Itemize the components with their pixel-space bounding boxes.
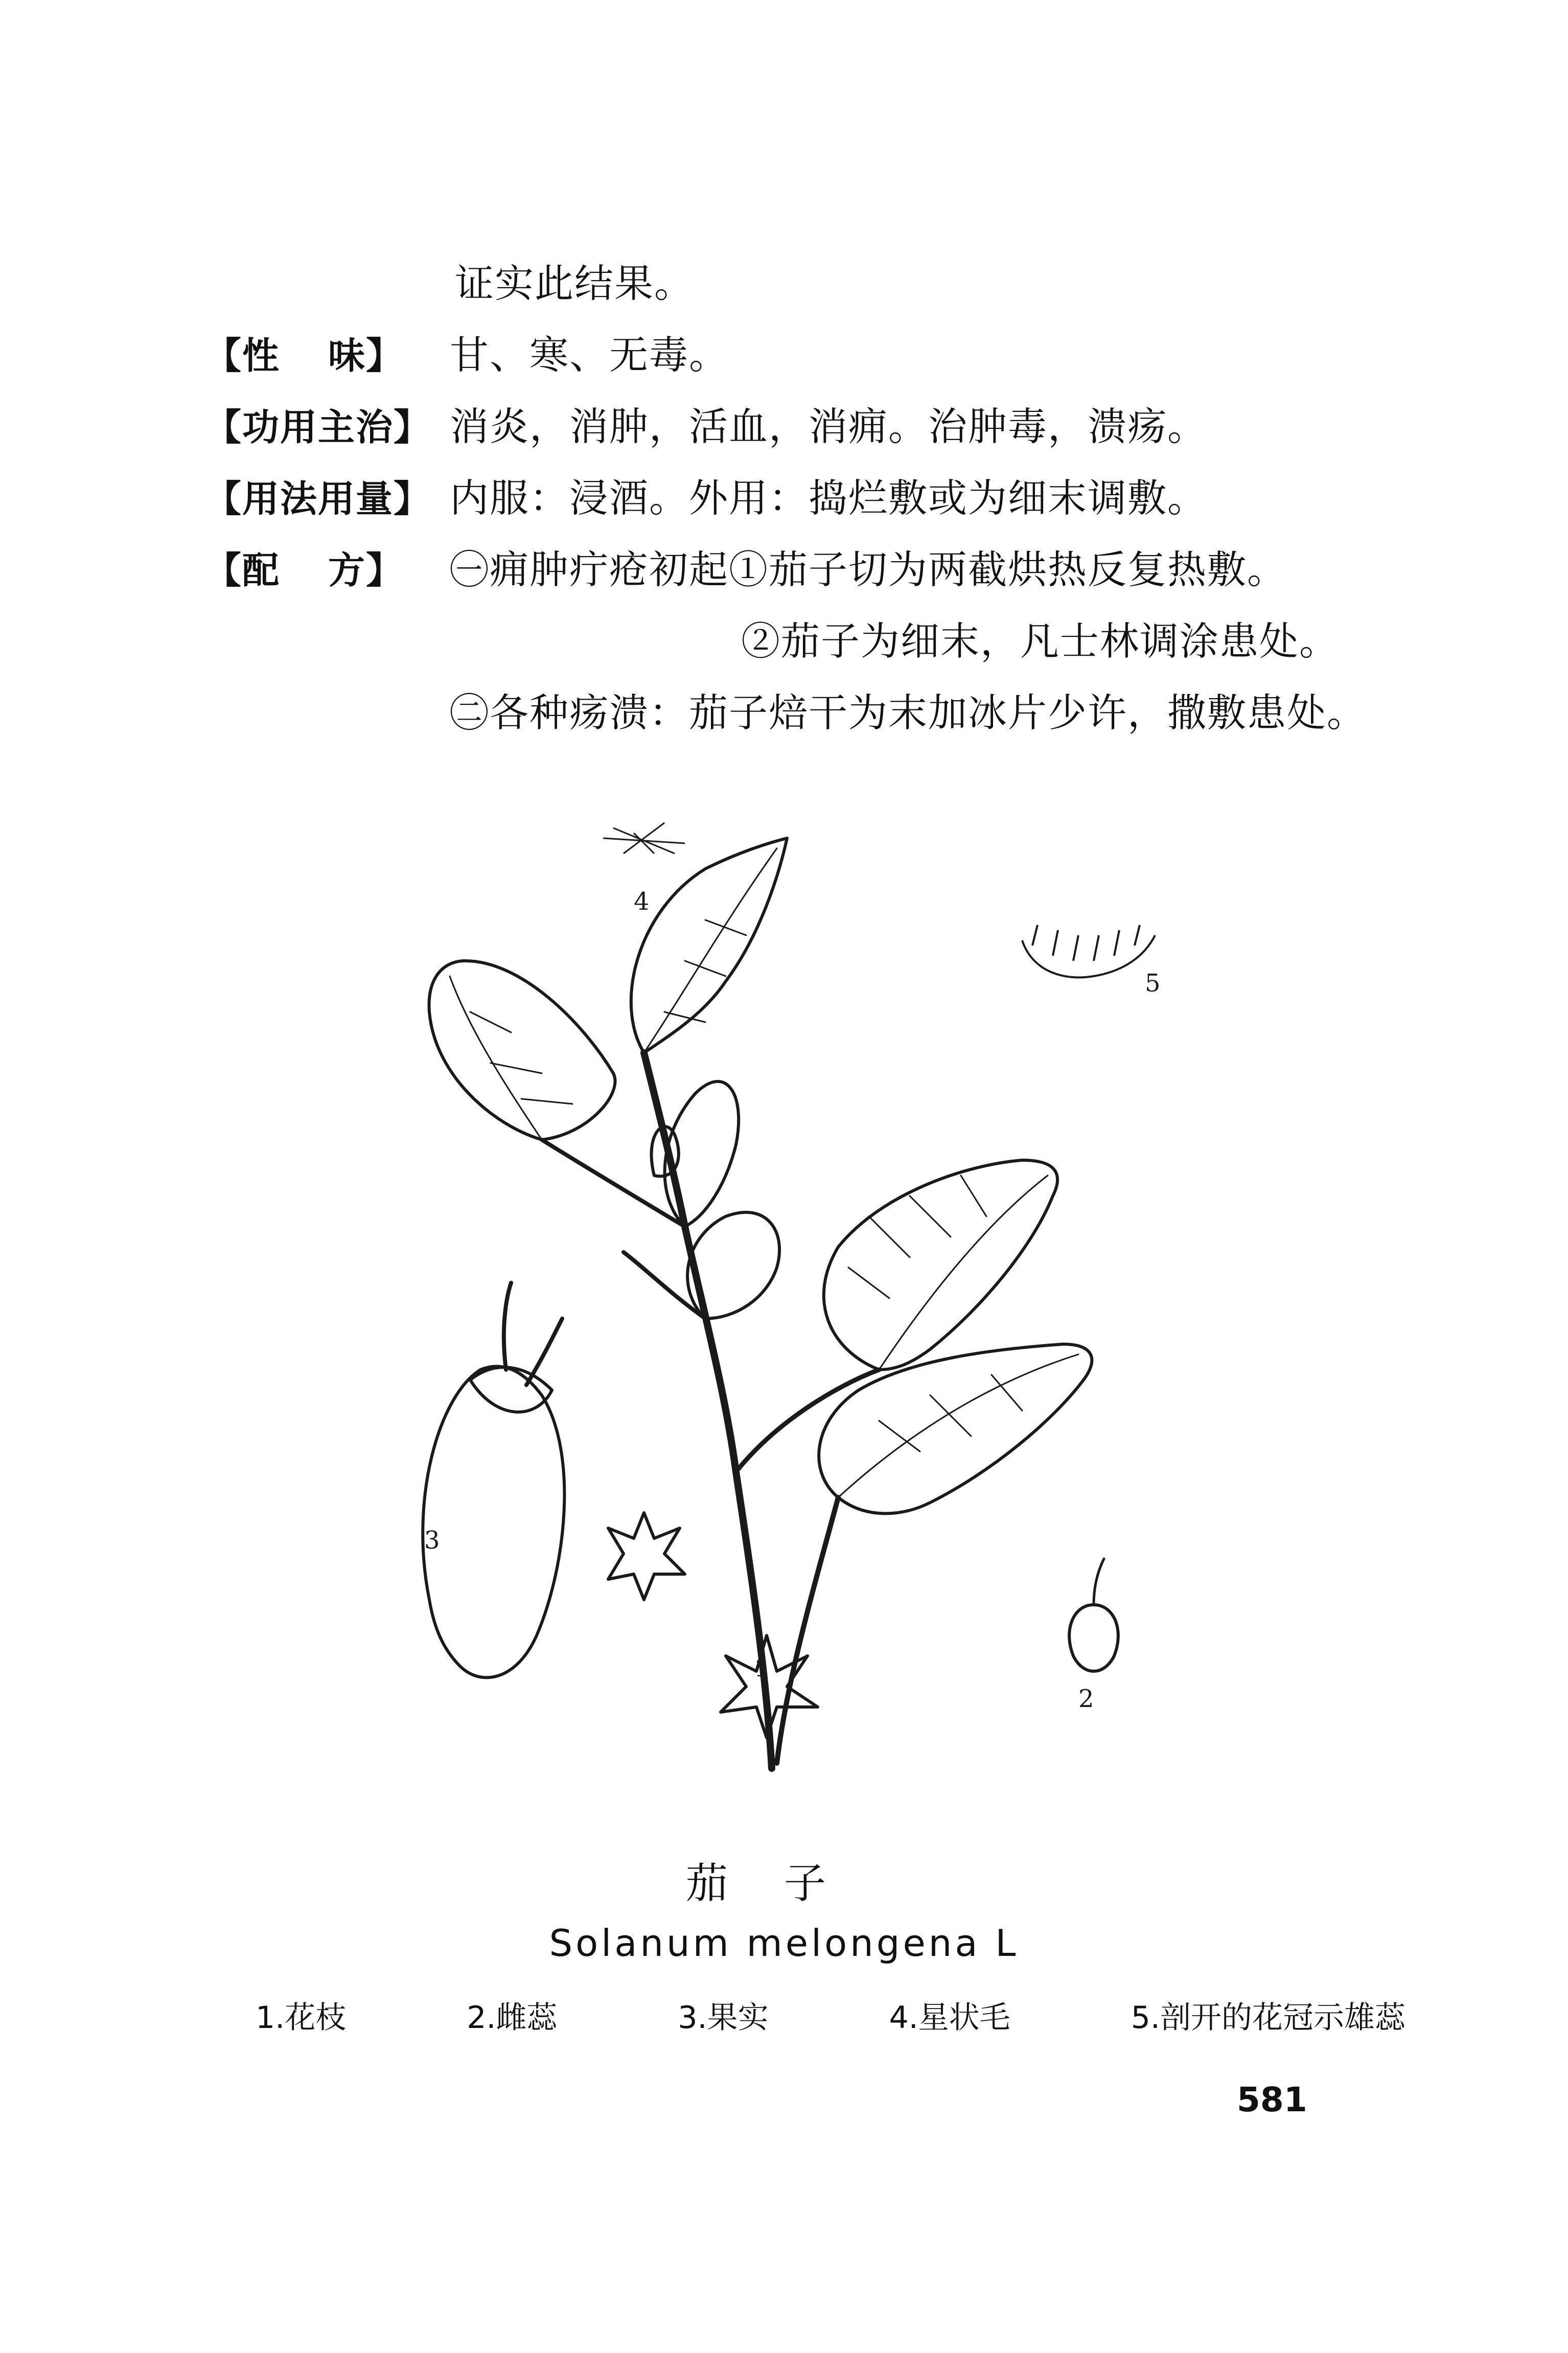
entry-label: 【性 味】 bbox=[204, 334, 404, 377]
legend-item: 1.花枝 bbox=[256, 2000, 347, 2036]
legend-item: 5.剖开的花冠示雄蕊 bbox=[1131, 2000, 1405, 2036]
recipe-continuation-2: ㊁各种疡溃：茄子焙干为末加冰片少许，撒敷患处。 bbox=[450, 690, 1367, 735]
legend-item: 4.星状毛 bbox=[889, 2000, 1010, 2036]
legend-item: 2.雌蕊 bbox=[467, 2000, 558, 2036]
recipe-continuation-1: ②茄子为细末，凡士林调涂患处。 bbox=[741, 618, 1339, 664]
entry-dosage bbox=[204, 473, 1207, 524]
entry-label: 【功用主治】 bbox=[204, 406, 432, 449]
figure-caption-latin: Solanum melongena L bbox=[549, 1922, 1019, 1965]
figure-legend bbox=[256, 1993, 1405, 2037]
entry-text: 内服：浸酒。外用：捣烂敷或为细末调敷。 bbox=[450, 475, 1207, 521]
entry-label: 【配 方】 bbox=[204, 549, 404, 592]
legend-item: 3.果实 bbox=[678, 2000, 769, 2036]
page-number: 581 bbox=[1237, 2080, 1307, 2119]
entry-recipe bbox=[204, 544, 1287, 596]
part-label-3: 3 bbox=[424, 1526, 440, 1555]
eggplant-illustration bbox=[419, 808, 1186, 1804]
part-label-1: 1 bbox=[754, 1654, 770, 1682]
continuation-line: 证实此结果。 bbox=[455, 261, 694, 306]
entry-text: 消炎，消肿，活血，消痈。治肿毒，溃疡。 bbox=[450, 404, 1207, 449]
entry-function bbox=[204, 401, 1207, 453]
entry-text: ㊀痈肿疔疮初起①茄子切为两截烘热反复热敷。 bbox=[450, 547, 1287, 592]
entry-label: 【用法用量】 bbox=[204, 477, 432, 520]
part-label-5: 5 bbox=[1145, 969, 1161, 998]
part-label-2: 2 bbox=[1078, 1685, 1094, 1713]
entry-text: 甘、寒、无毒。 bbox=[450, 332, 729, 378]
entry-taste bbox=[204, 330, 729, 381]
part-label-4: 4 bbox=[634, 887, 650, 916]
figure-caption-chinese: 茄子 bbox=[685, 1859, 882, 1908]
